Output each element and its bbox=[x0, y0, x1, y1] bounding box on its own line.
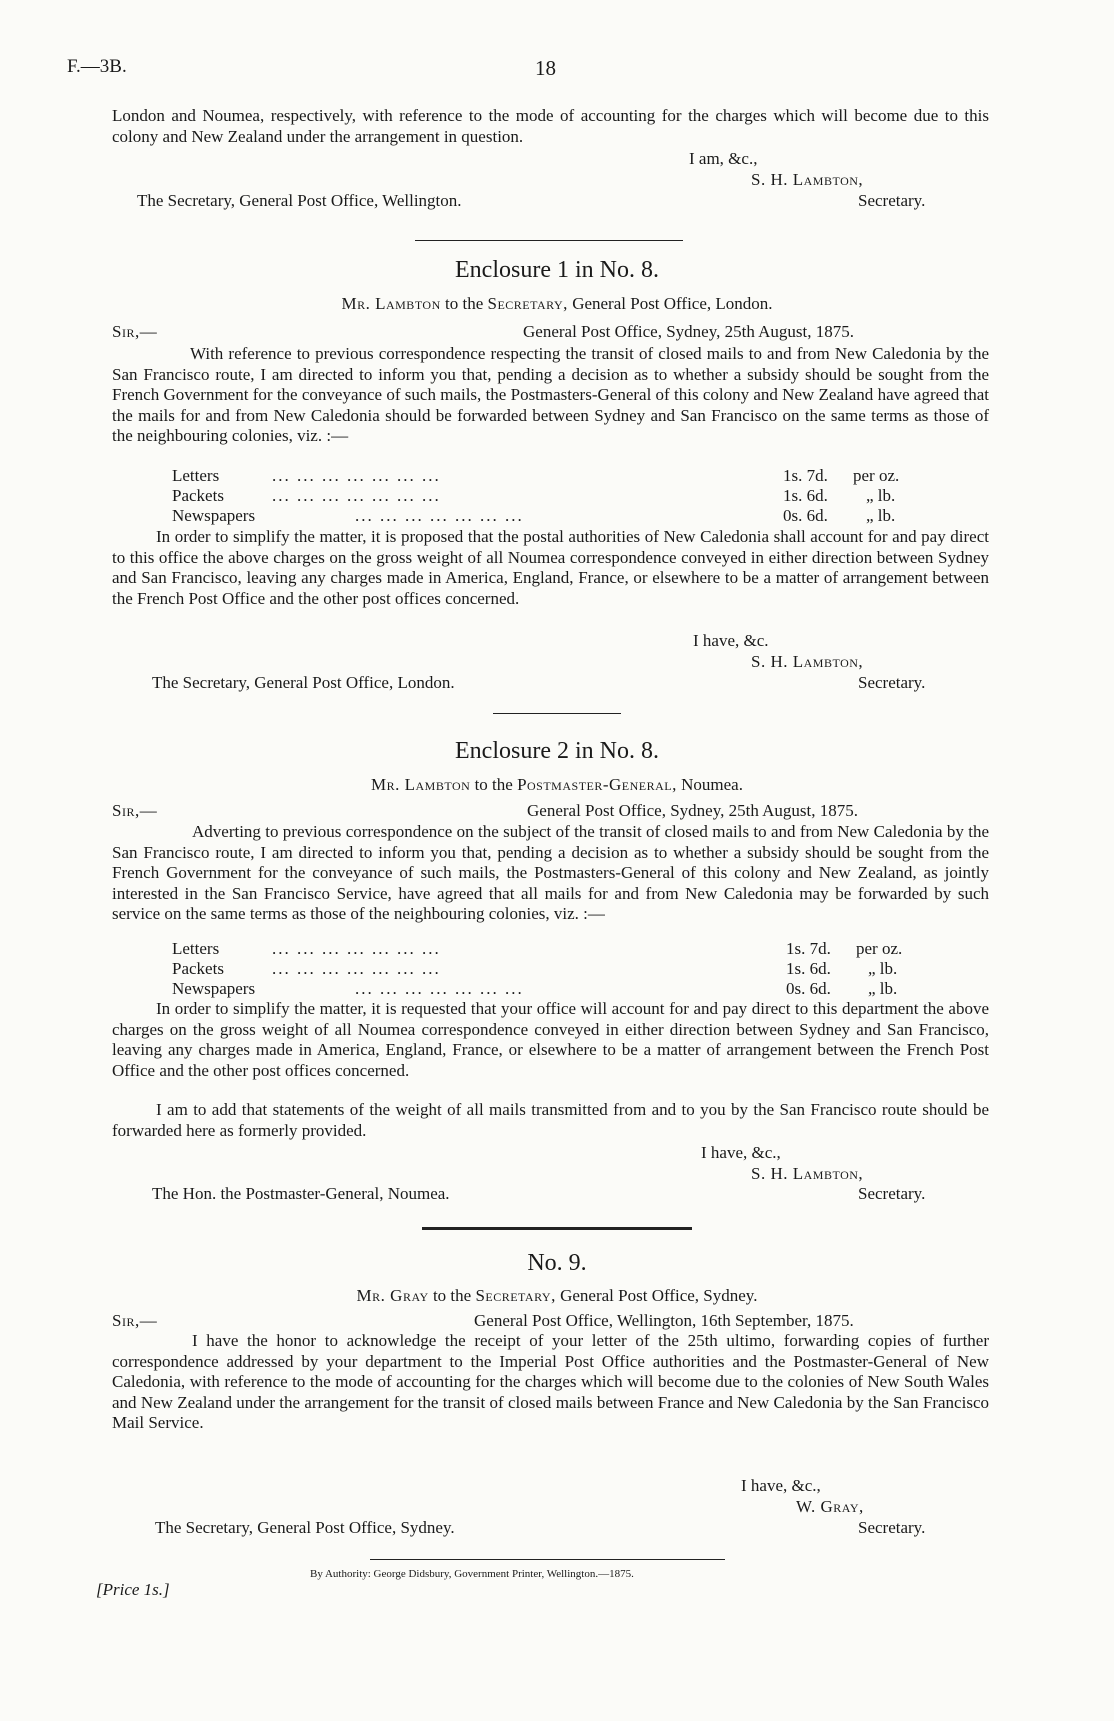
carry-signer-title: Secretary. bbox=[858, 191, 926, 210]
section-divider bbox=[415, 240, 683, 241]
price-note: [Price 1s.] bbox=[96, 1580, 170, 1599]
enc1-rate-item: Letters bbox=[172, 466, 220, 485]
page-number: 18 bbox=[535, 56, 556, 80]
enclosure-2-closing: I have, &c., bbox=[701, 1143, 781, 1162]
enclosure-1-to: to the bbox=[445, 294, 484, 313]
enc1-dot-leader: ... ... ... ... ... ... ... bbox=[355, 506, 524, 525]
enc2-dot-leader: ... ... ... ... ... ... ... bbox=[355, 979, 524, 998]
enclosure-1-paragraph-2: In order to simplify the matter, it is proposed that the postal authorities of New Caledonia shall account for and pay direct to this office the above charges on the gross weight of all Noumea correspondence conveyed in either direction between Sydney and San Francisco, leaving any charges made in America, England, France, or elsewhere to be a matter of arrangement between the French Post Office and the other post offices concerned. bbox=[112, 527, 989, 608]
enc1-rate-price: 1s. 7d. bbox=[783, 466, 828, 485]
enclosure-1-addressee: Secretary, bbox=[487, 294, 568, 313]
enclosure-2-address-line bbox=[0, 775, 1114, 795]
letter-9-to: to the bbox=[432, 1286, 472, 1305]
enclosure-2-paragraph-3: I am to add that statements of the weight of all mails transmitted from and to you by the San Francisco route should be forwarded here as formerly provided. bbox=[112, 1100, 989, 1140]
enc2-rate-price: 0s. 6d. bbox=[786, 979, 831, 998]
enclosure-1-paragraph-1: With reference to previous correspondence respecting the transit of closed mails to and from New Caledonia by the San Francisco route, I am directed to inform you that, pending a decision as to whether a subsidy should be sought from the French Government for the conveyance of such mails, the Postmasters-General of this colony and New Zealand have agreed that the mails for and from New Caledonia should be forwarded between Sydney and San Francisco on the same terms as those of the neighbouring colonies, viz. :— bbox=[112, 344, 989, 445]
letter-9-signer: W. Gray, bbox=[796, 1497, 864, 1516]
enc1-rate-item: Packets bbox=[172, 486, 224, 505]
letter-9-addressee: Secretary, bbox=[475, 1286, 556, 1305]
enc1-rate-price: 0s. 6d. bbox=[783, 506, 828, 525]
enc2-rate-unit: „ lb. bbox=[868, 979, 898, 998]
enclosure-2-to: to the bbox=[474, 775, 513, 794]
letter-9-heading: No. 9. bbox=[527, 1250, 587, 1276]
enclosure-2-sender: Mr. Lambton bbox=[371, 775, 471, 794]
printer-imprint: By Authority: George Didsbury, Government Printer, Wellington.—1875. bbox=[310, 1568, 634, 1580]
enclosure-2-signer-title: Secretary. bbox=[858, 1184, 926, 1203]
enclosure-1-recipient: The Secretary, General Post Office, London. bbox=[152, 673, 455, 692]
section-divider bbox=[493, 713, 621, 714]
letter-9-date: General Post Office, Wellington, 16th September, 1875. bbox=[474, 1311, 854, 1330]
letter-9-sender: Mr. Gray bbox=[356, 1286, 429, 1305]
carry-signer: S. H. Lambton, bbox=[751, 170, 864, 189]
enclosure-2-paragraph-2: In order to simplify the matter, it is requested that your office will account for and pay direct to this department the above charges on the gross weight of all Noumea correspondence conveyed in either direction between Sydney and San Francisco, leaving any charges made in America, England, France, or elsewhere to be a matter of arrangement between the French Post Office and the other post offices concerned. bbox=[112, 999, 989, 1080]
enc2-rate-item: Newspapers bbox=[172, 979, 256, 998]
enc1-rate-price: 1s. 6d. bbox=[783, 486, 828, 505]
letter-9-address-line bbox=[0, 1286, 1114, 1306]
enclosure-2-heading: Enclosure 2 in No. 8. bbox=[455, 738, 659, 764]
enclosure-2-signer: S. H. Lambton, bbox=[751, 1164, 864, 1183]
enclosure-1-date: General Post Office, Sydney, 25th August, 1875. bbox=[523, 322, 854, 341]
letter-9-recipient: The Secretary, General Post Office, Sydney. bbox=[155, 1518, 455, 1537]
footer-divider bbox=[370, 1559, 725, 1560]
enc2-rate-price: 1s. 7d. bbox=[786, 939, 831, 958]
letter-9-closing: I have, &c., bbox=[741, 1476, 821, 1495]
enc2-rate-unit: „ lb. bbox=[868, 959, 898, 978]
major-section-divider bbox=[422, 1227, 692, 1230]
enclosure-1-signer-title: Secretary. bbox=[858, 673, 926, 692]
enc2-rate-unit: per oz. bbox=[856, 939, 903, 958]
enc2-rate-item: Packets bbox=[172, 959, 224, 978]
enclosure-1-sender: Mr. Lambton bbox=[341, 294, 441, 313]
enclosure-1-signer: S. H. Lambton, bbox=[751, 652, 864, 671]
enclosure-2-date: General Post Office, Sydney, 25th August, 1875. bbox=[527, 801, 858, 820]
enclosure-2-addressee: Postmaster-General, bbox=[517, 775, 677, 794]
enc1-rate-unit: „ lb. bbox=[866, 486, 896, 505]
enc1-rate-item: Newspapers bbox=[172, 506, 256, 525]
letter-9-place: General Post Office, Sydney. bbox=[560, 1286, 758, 1305]
enc2-dot-leader: ... ... ... ... ... ... ... bbox=[272, 959, 441, 978]
enc2-rate-price: 1s. 6d. bbox=[786, 959, 831, 978]
letter-9-paragraph-1: I have the honor to acknowledge the receipt of your letter of the 25th ultimo, forwarding copies of further correspondence addressed by your department to the Imperial Post Office authorities and the Postmaster-General of New Caledonia, with reference to the mode of accounting for the charges which will become due to the colonies of New South Wales and New Zealand under the arrangement for the transit of closed mails between France and New Caledonia by the San Francisco Mail Service. bbox=[112, 1331, 989, 1432]
letter-9-salutation: Sir,— bbox=[112, 1311, 158, 1330]
carry-over-text: London and Noumea, respectively, with reference to the mode of accounting for the charges which will become due to this colony and New Zealand under the arrangement in question. bbox=[112, 106, 989, 146]
enclosure-1-salutation: Sir,— bbox=[112, 322, 158, 341]
enc2-rate-item: Letters bbox=[172, 939, 220, 958]
enclosure-2-salutation: Sir,— bbox=[112, 801, 158, 820]
enclosure-2-recipient: The Hon. the Postmaster-General, Noumea. bbox=[152, 1184, 450, 1203]
letter-9-signer-title: Secretary. bbox=[858, 1518, 926, 1537]
carry-closing: I am, &c., bbox=[689, 149, 758, 168]
enclosure-2-paragraph-1: Adverting to previous correspondence on the subject of the transit of closed mails to and from New Caledonia by the San Francisco route, I am directed to inform you that, pending a decision as to whether a subsidy should be sought from the French Government for the conveyance of such mails, the Postmasters-General of this colony and New Zealand, as jointly interested in the San Francisco Service, have agreed that all mails for and from New Caledonia may be forwarded by such service on the same terms as those of the neighbouring colonies, viz. :— bbox=[112, 822, 989, 923]
enc1-dot-leader: ... ... ... ... ... ... ... bbox=[272, 466, 441, 485]
page-reference: F.—3B. bbox=[67, 56, 127, 77]
enc1-dot-leader: ... ... ... ... ... ... ... bbox=[272, 486, 441, 505]
enc1-rate-unit: per oz. bbox=[853, 466, 900, 485]
enc2-dot-leader: ... ... ... ... ... ... ... bbox=[272, 939, 441, 958]
enclosure-2-place: Noumea. bbox=[681, 775, 743, 794]
enclosure-1-closing: I have, &c. bbox=[693, 631, 769, 650]
enclosure-1-address-line bbox=[0, 294, 1114, 314]
enc1-rate-unit: „ lb. bbox=[866, 506, 896, 525]
enclosure-1-place: General Post Office, London. bbox=[572, 294, 773, 313]
carry-recipient: The Secretary, General Post Office, Wellington. bbox=[137, 191, 462, 210]
enclosure-1-heading: Enclosure 1 in No. 8. bbox=[455, 257, 659, 283]
